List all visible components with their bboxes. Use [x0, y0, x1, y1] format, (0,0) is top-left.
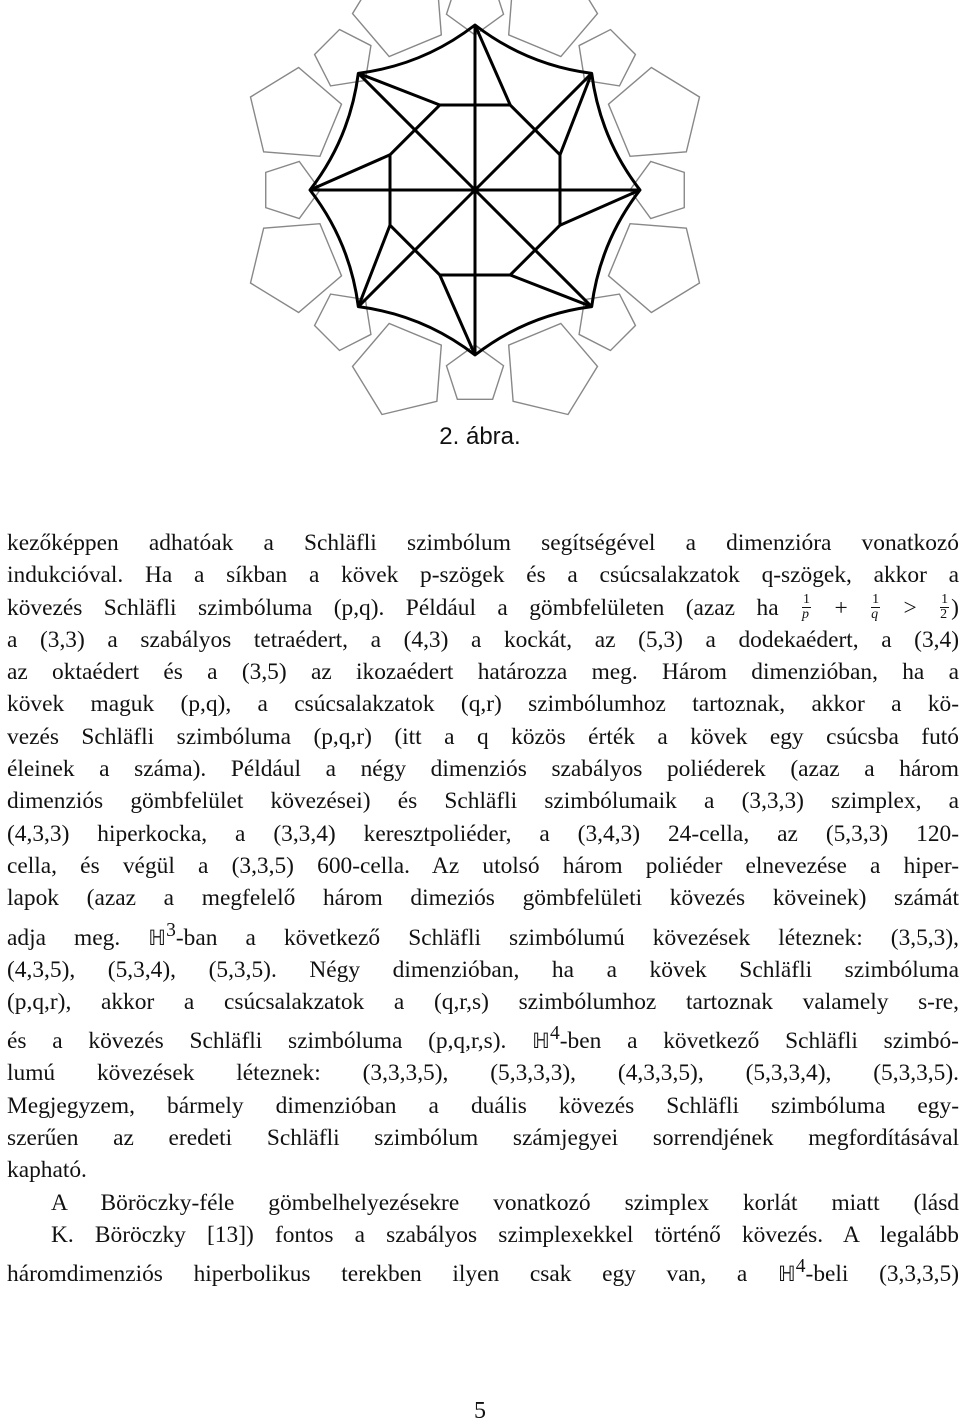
figure-caption: 2. ábra. — [439, 423, 521, 450]
central-pentagon-star — [310, 25, 640, 355]
tiling-figure — [0, 0, 960, 420]
text-line: indukcióval. Ha a síkban a kövek p-szögek és a csúcsalakzatok q-szögek, akkor a — [7, 562, 959, 589]
text-line: (4,3,5), (5,3,4), (5,3,5). Négy dimenzióban, ha a kövek Schläfli szimbóluma — [7, 956, 959, 983]
paragraph-1 — [7, 527, 959, 1187]
text-line: kezőképpen adhatóak a Schläfli szimbólum segítségével a dimenzióra vonatkozó — [7, 530, 959, 556]
text-line: K. Böröczky [13]) fontos a szabályos szimplexekkel történő kövezés. A legalább — [51, 1221, 959, 1248]
paragraph-2 — [7, 1187, 959, 1291]
spoke — [475, 190, 592, 307]
tile-pentagon — [509, 0, 598, 57]
text-line: és a kövezés Schläfli szimbóluma (p,q,r,s). ℍ$^4$-ben a következő Schläfli szimbó- — [7, 1023, 959, 1055]
spoke — [358, 73, 475, 190]
hyperbolic-space-symbol: ℍ — [532, 1029, 551, 1054]
text-line: dimenziós gömbfelület kövezései) és Schläfli szimbólumaik a (3,3,3) szimplex, a — [7, 788, 959, 815]
text-line: lumú kövezések léteznek: (3,3,3,5), (5,3,3,3), (4,3,3,5), (5,3,3,4), (5,3,3,5). — [7, 1060, 959, 1087]
inner-link — [358, 73, 439, 105]
inner-link — [560, 73, 592, 154]
text-line: vezés Schläfli szimbóluma (p,q,r) (itt a q közös érték a kövek egy csúcsba futó — [7, 723, 959, 750]
text-line: Megjegyzem, bármely dimenzióban a duális kövezés Schläfli szimbóluma egy- — [7, 1092, 959, 1119]
spoke — [475, 73, 592, 190]
text-line: éleinek a száma). Például a négy dimenziós szabályos poliéderek (azaz a három — [7, 756, 959, 783]
fraction-1-over-p: $\frac{1}{p}$ — [802, 591, 811, 622]
text-line: az oktaédert és a (3,5) az ikozaédert határozza meg. Három dimenzióban, ha a — [7, 659, 959, 686]
text-line: kövek maguk (p,q), a csúcsalakzatok (q,r) szimbólumhoz tartoznak, akkor a kö- — [7, 691, 959, 718]
body-text — [7, 527, 959, 1290]
text-line: adja meg. ℍ$^3$-ban a következő Schläfli szimbólumú kövezések léteznek: (3,5,3), — [7, 919, 959, 951]
inner-link — [510, 275, 591, 307]
tile-pentagon — [353, 0, 442, 57]
text-line: szerűen az eredeti Schläfli szimbólum számjegyei sorrendjének megfordításával — [7, 1124, 959, 1151]
text-line: (p,q,r), akkor a csúcsalakzatok a (q,r,s) szimbólumhoz tartoznak valamely s-re, — [7, 988, 959, 1015]
inner-link — [358, 225, 390, 306]
spoke — [358, 190, 475, 307]
text-line: A Böröczky-féle gömbelhelyezésekre vonatkozó szimplex korlát miatt (lásd — [51, 1189, 959, 1216]
text-line: cella, és végül a (3,3,5) 600-cella. Az utolsó három poliéder elnevezése a hiper- — [7, 852, 959, 879]
hyperbolic-space-symbol: ℍ — [777, 1261, 796, 1286]
fraction-1-over-2: $\frac{1}{2}$ — [940, 591, 949, 622]
text-line: kövezés Schläfli szimbóluma (p,q). Például a gömbfelületen (azaz ha $\frac{1}{p}$ + $\frac{1}{q}$ > $\frac{1}{2}$ ) — [7, 591, 959, 622]
text-line: lapok (azaz a megfelelő három dimeziós gömbfelületi kövezés köveinek) számát — [7, 885, 959, 912]
text-line: kapható. — [7, 1157, 87, 1184]
text-line: a (3,3) a szabályos tetraédert, a (4,3) a kockát, az (5,3) a dodekaédert, a (3,4) — [7, 626, 959, 653]
text-line: (4,3,3) hiperkocka, a (3,3,4) keresztpoliéder, a (3,4,3) 24-cella, az (5,3,3) 120- — [7, 820, 959, 847]
page-number: 5 — [474, 1398, 486, 1424]
hyperbolic-space-symbol: ℍ — [148, 925, 167, 950]
fraction-1-over-q: $\frac{1}{q}$ — [871, 591, 880, 622]
text-line: háromdimenziós hiperbolikus terekben ilyen csak egy van, a ℍ$^4$-beli (3,3,3,5) — [7, 1256, 959, 1287]
